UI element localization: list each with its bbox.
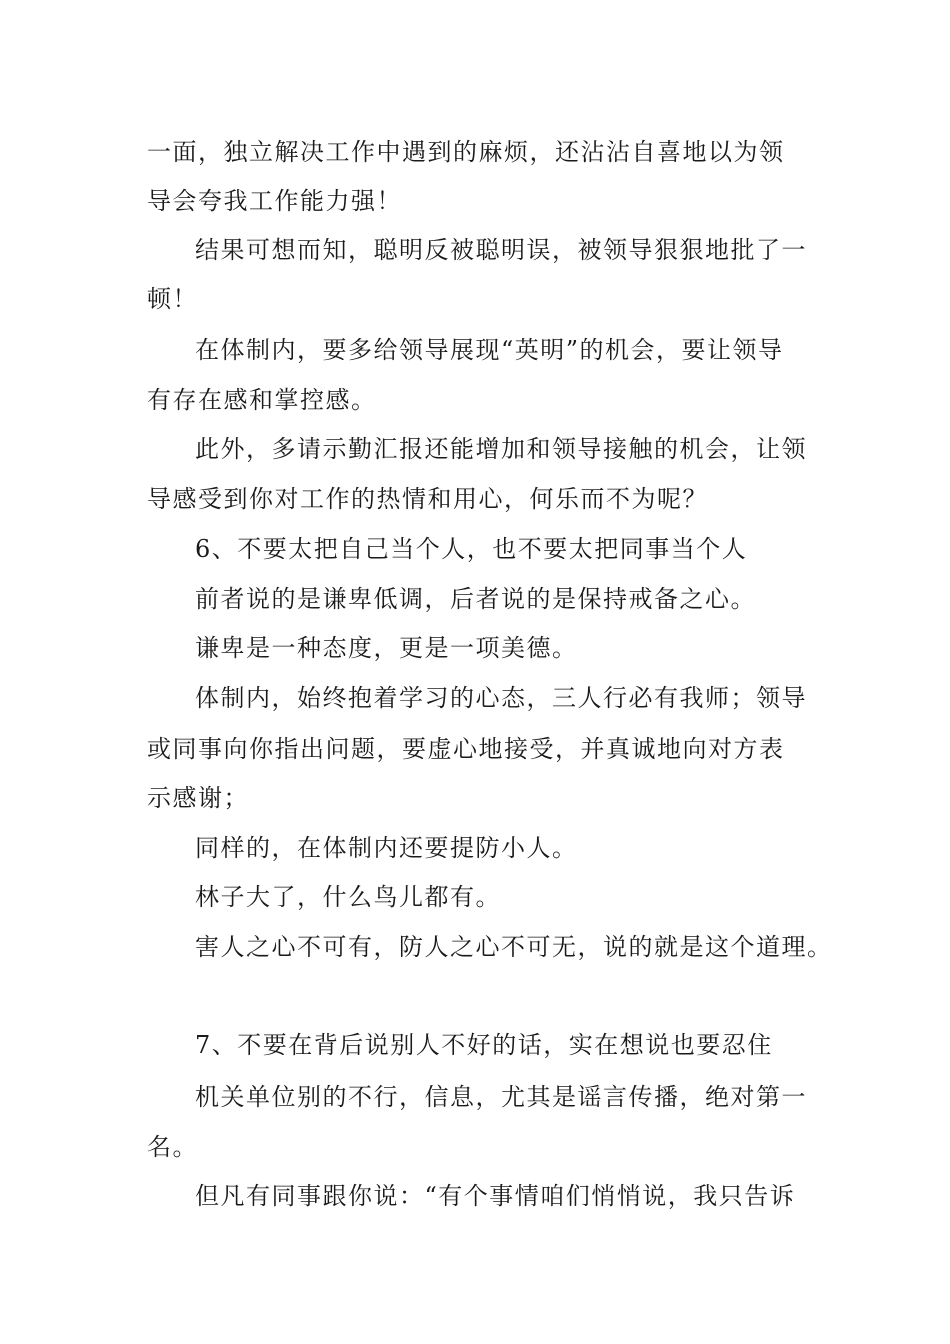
text-line: 导会夸我工作能力强！ xyxy=(147,187,402,215)
text-line: 一面，独立解决工作中遇到的麻烦，还沾沾自喜地以为领 xyxy=(147,138,785,166)
text-line: 但凡有同事跟你说：“有个事情咱们悄悄说，我只告诉 xyxy=(195,1182,796,1210)
text-line: 机关单位别的不行，信息，尤其是谣言传播，绝对第一 xyxy=(195,1083,807,1111)
text-line: 示感谢； xyxy=(147,784,249,812)
text-line: 结果可想而知，聪明反被聪明误，被领导狠狠地批了一 xyxy=(195,236,807,264)
text-line: 有存在感和掌控感。 xyxy=(147,386,377,414)
text-line: 导感受到你对工作的热情和用心，何乐而不为呢？ xyxy=(147,485,708,513)
text-line: 前者说的是谦卑低调，后者说的是保持戒备之心。 xyxy=(195,585,756,613)
section-heading: 6、不要太把自己当个人，也不要太把同事当个人 xyxy=(195,535,748,563)
text-line: 或同事向你指出问题，要虚心地接受，并真诚地向对方表 xyxy=(147,735,785,763)
text-line: 在体制内，要多给领导展现“英明”的机会，要让领导 xyxy=(195,336,784,364)
text-line: 体制内，始终抱着学习的心态，三人行必有我师；领导 xyxy=(195,684,807,712)
text-line: 害人之心不可有，防人之心不可无，说的就是这个道理。 xyxy=(195,933,833,961)
text-line: 同样的，在体制内还要提防小人。 xyxy=(195,834,578,862)
text-line: 名。 xyxy=(147,1133,198,1161)
text-line: 谦卑是一种态度，更是一项美德。 xyxy=(195,634,578,662)
section-heading: 7、不要在背后说别人不好的话，实在想说也要忍住 xyxy=(195,1031,773,1059)
text-line: 此外，多请示勤汇报还能增加和领导接触的机会，让领 xyxy=(195,435,807,463)
text-line: 林子大了，什么鸟儿都有。 xyxy=(195,883,501,911)
text-line: 顿！ xyxy=(147,285,198,313)
